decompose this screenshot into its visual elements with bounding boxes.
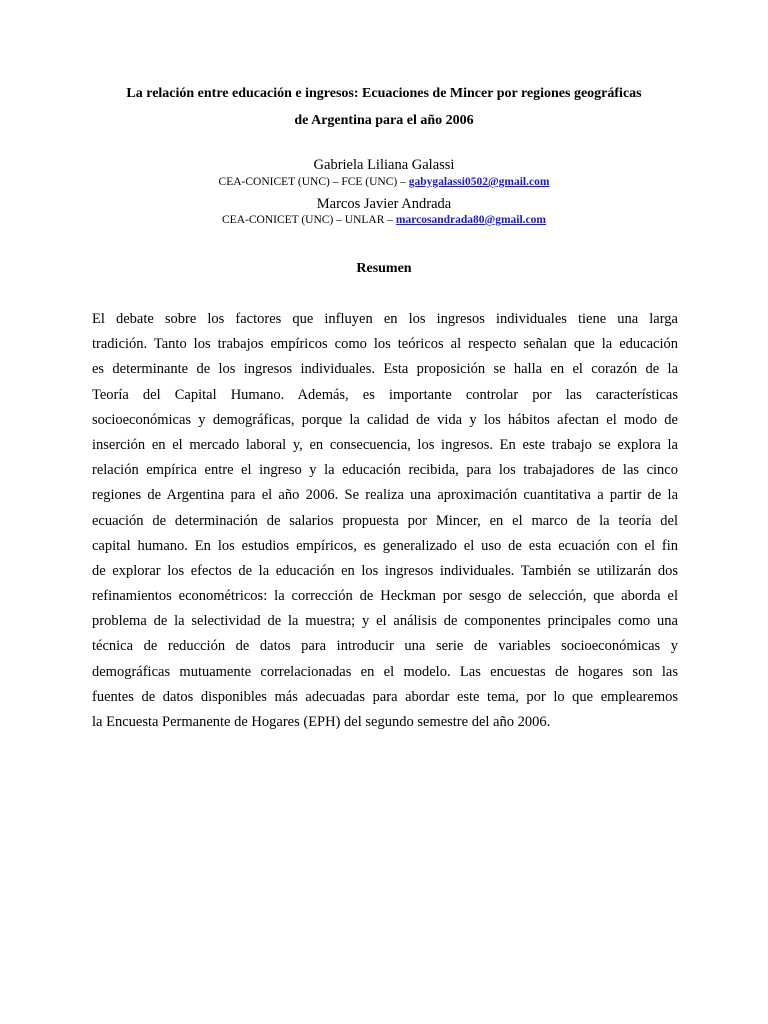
abstract-line: refinamientos econométricos: la corrección de Heckman por sesgo de selección, que aborda el <box>92 588 678 605</box>
abstract-line: regiones de Argentina para el año 2006. Se realiza una aproximación cuantitativa a partir de la <box>92 487 678 504</box>
author-affiliation <box>60 213 708 227</box>
abstract-heading: Resumen <box>356 261 412 276</box>
abstract-line: El debate sobre los factores que influyen en los ingresos individuales tiene una larga <box>92 311 678 327</box>
abstract-line: de explorar los efectos de la educación en los ingresos individuales. También se utilizarán dos <box>92 562 678 579</box>
author-email-link[interactable]: marcosandrada80@gmail.com <box>395 214 546 226</box>
affiliation-text: CEA-CONICET (UNC) – UNLAR – <box>222 214 396 226</box>
author-affiliation <box>60 175 708 189</box>
abstract-line: inserción en el mercado laboral y, en consecuencia, los ingresos. En este trabajo se explora la <box>92 436 678 453</box>
abstract-line: la Encuesta Permanente de Hogares (EPH) del segundo semestre del año 2006. <box>92 714 551 730</box>
abstract-line: capital humano. En los estudios empíricos, es generalizado el uso de esta ecuación con el fin <box>92 537 678 554</box>
abstract-line: ecuación de determinación de salarios propuesta por Mincer, en el marco de la teoría del <box>92 512 678 529</box>
author-email-link[interactable]: gabygalassi0502@gmail.com <box>408 176 550 188</box>
paper-title-line-2: de Argentina para el año 2006 <box>294 113 474 128</box>
author-name: Gabriela Liliana Galassi <box>313 157 455 173</box>
affiliation-text: CEA-CONICET (UNC) – FCE (UNC) – <box>218 176 409 188</box>
abstract-line: socioeconómicas y demográficas, porque la calidad de vida y los hábitos afectan el modo de <box>92 411 678 428</box>
abstract-line: demográficas mutuamente correlacionadas en el modelo. Las encuestas de hogares son las <box>92 663 678 680</box>
abstract-body <box>92 307 678 735</box>
author-name: Marcos Javier Andrada <box>316 196 452 212</box>
abstract-line: Teoría del Capital Humano. Además, es importante controlar por las características <box>92 386 678 403</box>
abstract-line: relación empírica entre el ingreso y la educación recibida, para los trabajadores de las cinco <box>92 462 678 479</box>
paper-title-line-1: La relación entre educación e ingresos: Ecuaciones de Mincer por regiones geográficas <box>126 86 642 101</box>
abstract-line: problema de la selectividad de la muestra; y el análisis de componentes principales como una <box>92 613 678 630</box>
abstract-line: tradición. Tanto los trabajos empíricos como los teóricos al respecto señalan que la educación <box>92 336 678 353</box>
abstract-line: es determinante de los ingresos individuales. Esta proposición se halla en el corazón de la <box>92 361 678 378</box>
abstract-line: fuentes de datos disponibles más adecuadas para abordar este tema, por lo que emplearemos <box>92 688 678 705</box>
abstract-line: técnica de reducción de datos para introducir una serie de variables socioeconómicas y <box>92 638 678 655</box>
